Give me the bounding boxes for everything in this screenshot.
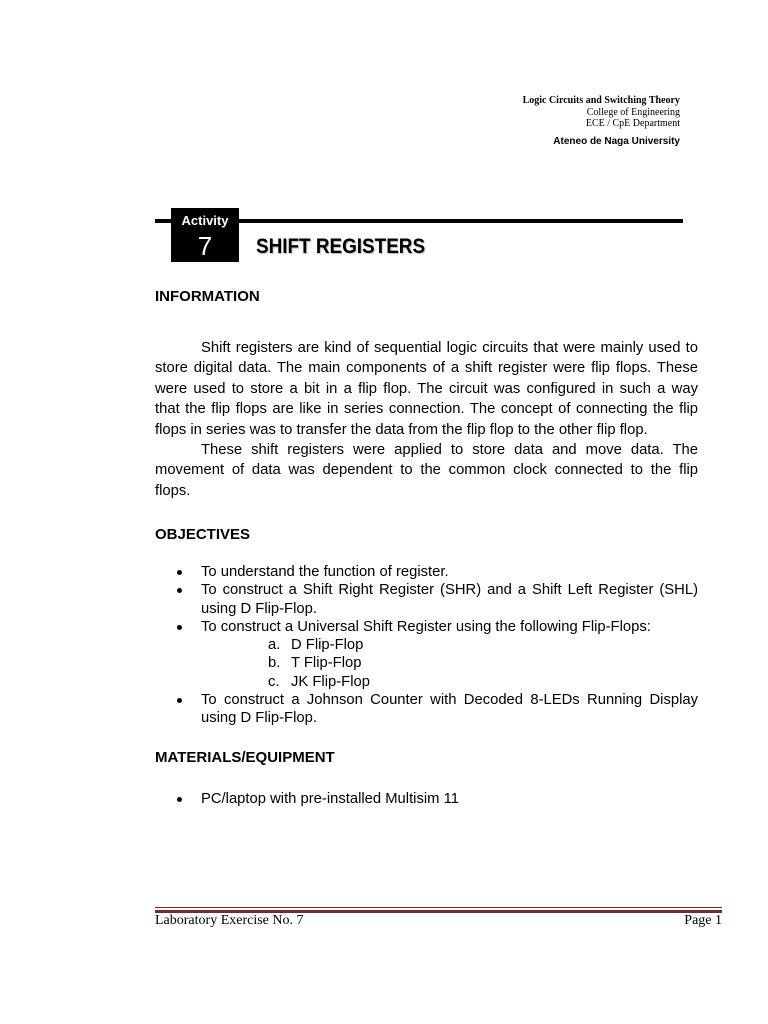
list-item-line: To construct a Johnson Counter with Decoded 8-LEDs Running Display <box>201 692 698 709</box>
page-title: SHIFT REGISTERS <box>256 235 426 258</box>
sublist-marker: c. <box>268 673 280 690</box>
bullet-icon <box>177 797 182 802</box>
paragraph-line: flops. <box>155 482 191 499</box>
course-title: Logic Circuits and Switching Theory <box>522 95 680 106</box>
list-item <box>155 618 698 691</box>
paragraph-line: These shift registers were applied to store data and move data. The <box>201 442 698 459</box>
information-body <box>155 338 698 501</box>
paragraph-line: that the flip flops are like in series connection. The concept of connecting the flip <box>155 401 698 418</box>
sublist-item <box>201 636 698 654</box>
department-name: ECE / CpE Department <box>585 118 680 129</box>
list-item-line: using D Flip-Flop. <box>201 600 317 617</box>
list-item <box>155 563 698 581</box>
materials-list <box>155 790 698 808</box>
paragraph-line: were used to store a bit in a flip flop. The circuit was configured in such a way <box>155 380 698 397</box>
list-item <box>155 581 698 618</box>
list-item <box>155 691 698 728</box>
paragraph-line: Shift registers are kind of sequential logic circuits that were mainly used to <box>201 340 698 356</box>
list-item-line: To construct a Universal Shift Register using the following Flip-Flops: <box>201 618 651 635</box>
sublist-marker: a. <box>268 637 281 654</box>
materials-heading: MATERIALS/EQUIPMENT <box>155 749 335 766</box>
activity-badge <box>171 208 239 262</box>
sublist-text: D Flip-Flop <box>291 637 364 654</box>
bullet-icon <box>177 588 182 593</box>
list-item <box>155 790 698 808</box>
list-item-line: To understand the function of register. <box>201 564 449 580</box>
activity-label: Activity <box>181 213 229 228</box>
list-item-line: using D Flip-Flop. <box>201 710 317 727</box>
information-heading: INFORMATION <box>155 288 260 305</box>
objectives-heading: OBJECTIVES <box>155 526 251 543</box>
paragraph-line: store digital data. The main components of a shift register were flip flops. These <box>155 360 698 377</box>
activity-number: 7 <box>197 231 213 261</box>
footer-rule <box>155 907 722 908</box>
sublist-item <box>201 673 698 691</box>
page-number: Page 1 <box>684 913 722 928</box>
list-item-line: PC/laptop with pre-installed Multisim 11 <box>201 791 459 807</box>
flip-flop-sublist <box>201 636 698 691</box>
list-item-line: To construct a Shift Right Register (SHR) and a Shift Left Register (SHL) <box>201 582 698 599</box>
bullet-icon <box>177 625 182 630</box>
bullet-icon <box>177 698 182 703</box>
paragraph-line: movement of data was dependent to the common clock connected to the flip <box>155 462 698 479</box>
university-name: Ateneo de Naga University <box>553 136 680 147</box>
sublist-text: T Flip-Flop <box>291 655 362 672</box>
footer-exercise-label: Laboratory Exercise No. 7 <box>155 913 304 928</box>
sublist-text: JK Flip-Flop <box>291 673 370 690</box>
sublist-item <box>201 654 698 672</box>
bullet-icon <box>177 570 182 575</box>
sublist-marker: b. <box>268 655 281 672</box>
objectives-list <box>155 563 698 728</box>
course-header <box>523 95 680 130</box>
college-name: College of Engineering <box>586 106 680 118</box>
paragraph-line: flops in series was to transfer the data from the flip flop to the other flip flop. <box>155 421 648 438</box>
